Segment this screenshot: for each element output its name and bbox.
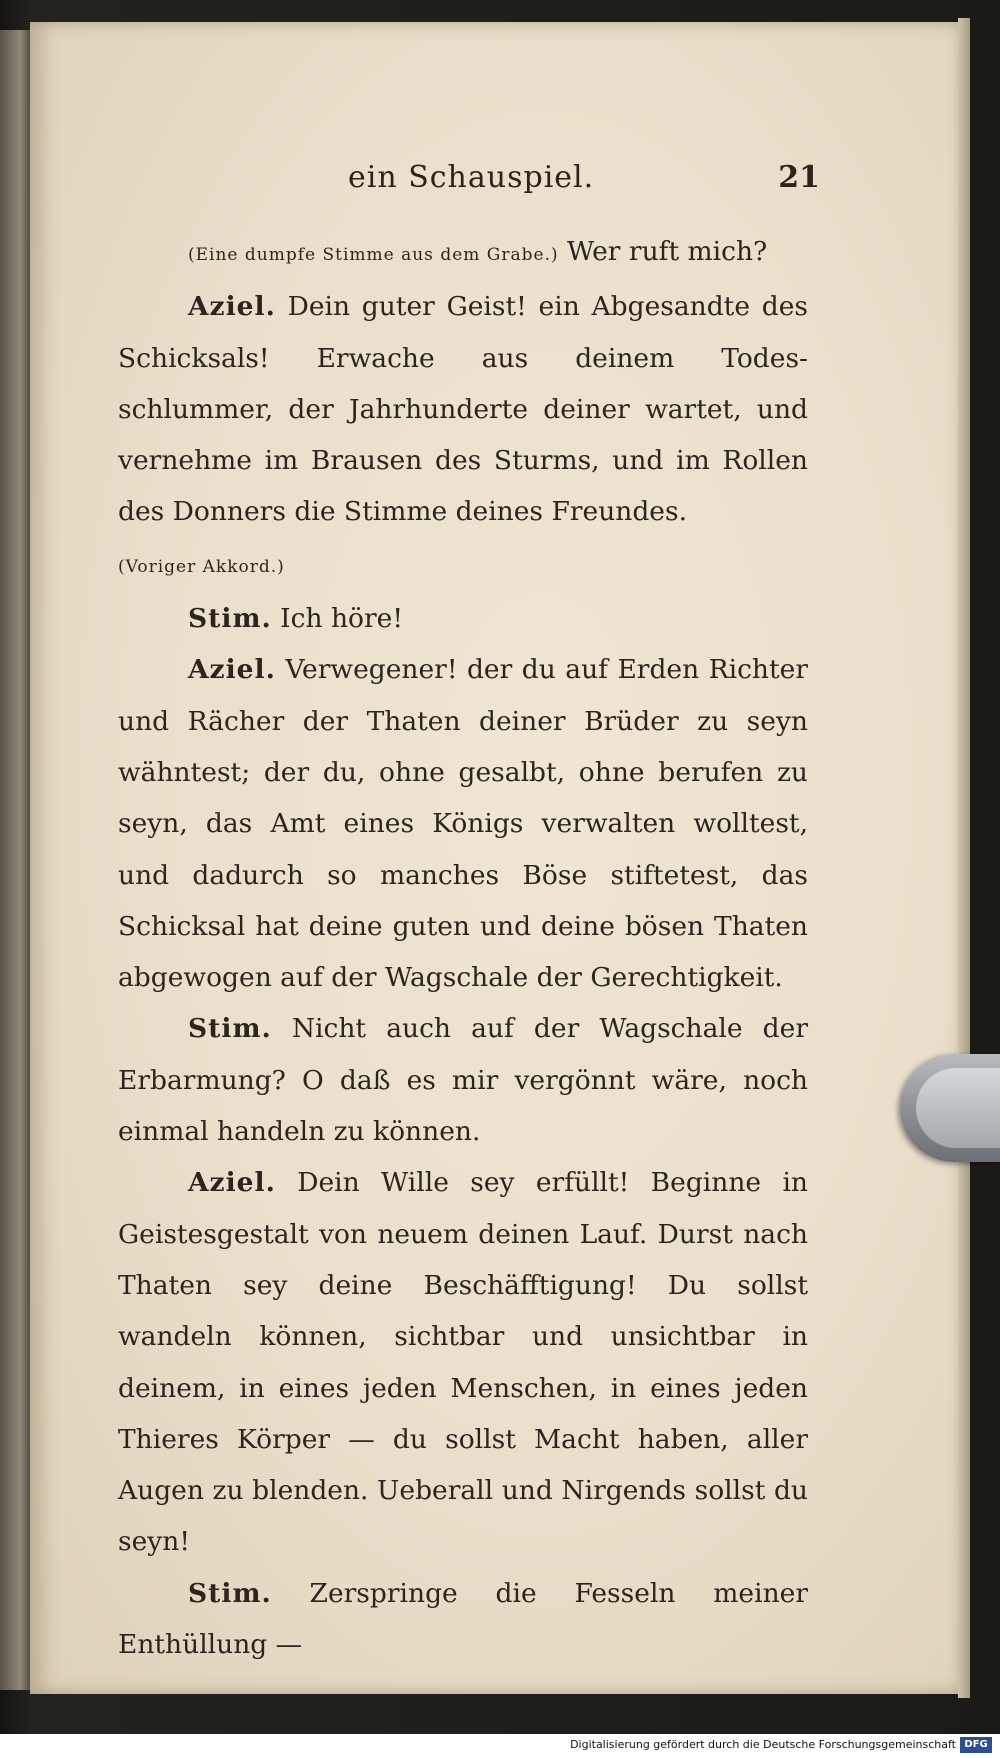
speaker-name: Aziel. — [188, 1167, 276, 1199]
paragraph-voice — [118, 226, 808, 281]
speaker-name: Stim. — [188, 1013, 272, 1045]
paragraph-stim-3 — [118, 1568, 808, 1671]
speaker-name: Stim. — [188, 603, 272, 635]
page-number: 21 — [778, 160, 820, 195]
running-title: ein Schauspiel. — [348, 160, 595, 195]
paragraph-stage — [118, 538, 808, 593]
page-stack-edge — [958, 18, 970, 1698]
speech-text: Wer ruft mich? — [567, 236, 768, 267]
speaker-name: Stim. — [188, 1577, 272, 1609]
dfg-logo-icon: DFG — [960, 1737, 992, 1753]
speech-text: Dein Wille sey erfüllt! Beginne in Geistesgestalt von neuem deinen Lauf. Durst nach Thaten sey deine Beschäfftigung! Du sollst wandeln können, sichtbar und unsichtbar in deinem, in eines jeden Menschen, in eines jeden Thieres Körper — du sollst Macht haben, aller Augen zu blenden. Ueberall und Nirgends sollst du seyn! — [118, 1167, 808, 1558]
paragraph-stim-1 — [118, 593, 808, 644]
footer-bar — [0, 1734, 1000, 1758]
paragraph-stim-2 — [118, 1003, 808, 1157]
page-clip-highlight — [916, 1068, 1000, 1148]
speech-text: Verwegener! der du auf Erden Richter und Rächer der Thaten deiner Brüder zu seyn wähntest; der du, ohne gesalbt, ohne berufen zu seyn, das Amt eines Königs verwalten wolltest, und dadurch so manches Böse stiftetest, das Schicksal hat deine guten und deine bösen Thaten abgewogen auf der Wagschale der Gerechtigkeit. — [118, 654, 808, 994]
page-text — [118, 226, 808, 1670]
paragraph-aziel-2 — [118, 644, 808, 1003]
paragraph-aziel-3 — [118, 1157, 808, 1567]
speech-text: Dein guter Geist! ein Abgesandte des Schicksals! Erwache aus deinem Todes-schlummer, der Jahrhunderte deiner wartet, und vernehme im Brausen des Sturms, und im Rollen des Donners die Stimme deines Freundes. — [118, 291, 808, 528]
speech-text: Ich höre! — [280, 603, 403, 635]
book-spine-edge — [0, 30, 34, 1690]
speaker-name: Aziel. — [188, 291, 276, 323]
funding-credit: Digitalisierung gefördert durch die Deutsche Forschungsgemeinschaft — [570, 1738, 956, 1751]
stage-direction: (Eine dumpfe Stimme aus dem Grabe.) — [188, 245, 559, 265]
page-clip — [900, 1054, 1000, 1162]
stage-direction: (Voriger Akkord.) — [118, 556, 285, 577]
speech-text: Nicht auch auf der Wagschale der Erbarmung? O daß es mir vergönnt wäre, noch einmal handeln zu können. — [118, 1013, 808, 1148]
page-header — [330, 160, 820, 204]
speaker-name: Aziel. — [188, 654, 276, 686]
speech-text: Zerspringe die Fesseln meiner Enthüllung — — [118, 1577, 808, 1661]
paragraph-aziel-1 — [118, 281, 808, 537]
